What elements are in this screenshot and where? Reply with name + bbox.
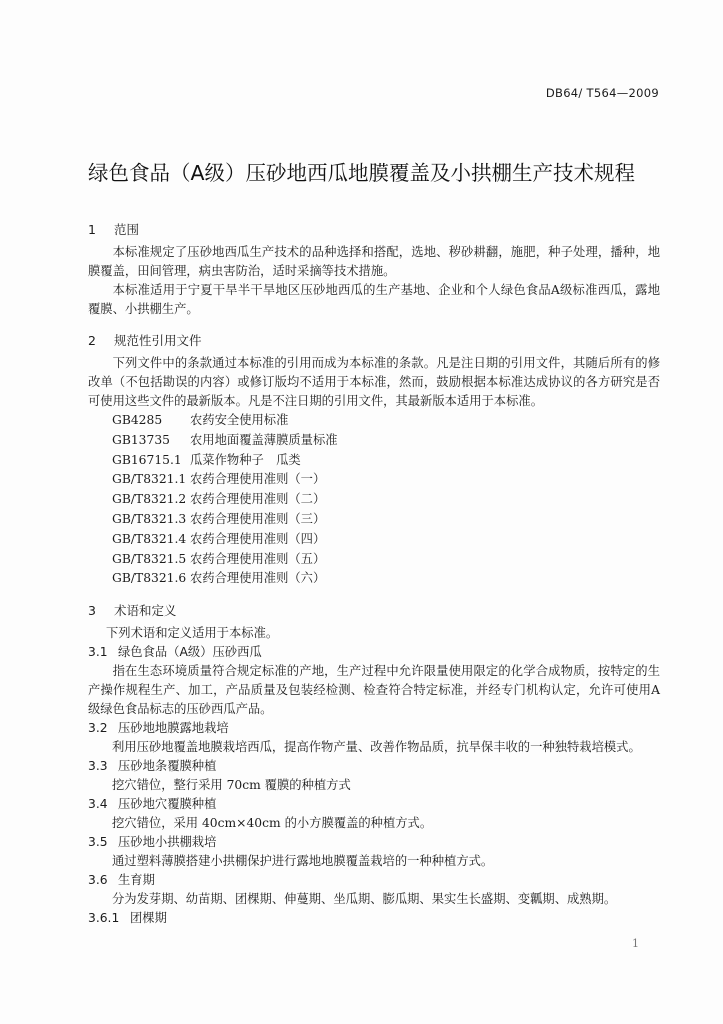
document-title: 绿色食品（A级）压砂地西瓜地膜覆盖及小拱棚生产技术规程: [87, 161, 636, 185]
section-heading: [88, 220, 660, 239]
reference-code: GB/T8321.4: [112, 531, 187, 546]
subsection-title: 压砂地条覆膜种植: [118, 759, 217, 774]
reference-item: [88, 411, 660, 431]
reference-item: [88, 490, 660, 510]
subsection-number: 3.6: [88, 873, 108, 888]
paragraph: 挖穴错位，整行采用 70cm 覆膜的种植方式: [112, 778, 351, 793]
subsection-number: 3.2: [88, 721, 108, 736]
subsection-heading: [88, 795, 660, 814]
subsection-title: 压砂地地膜露地栽培: [118, 721, 229, 736]
subsection-number: 3.3: [88, 759, 108, 774]
section-title: 术语和定义: [114, 603, 177, 619]
paragraph: 下列术语和定义适用于本标准。: [106, 626, 279, 641]
paragraph: 利用压砂地覆盖地膜栽培西瓜，提高作物产量、改善作物品质，抗旱保丰收的一种独特栽培模式。: [112, 740, 641, 755]
reference-code: GB/T8321.5: [112, 551, 187, 566]
subsection-title: 团棵期: [130, 911, 167, 926]
paragraph: 本标准适用于宁夏干旱半干旱地区压砂地西瓜的生产基地、企业和个人绿色食品A级标准西瓜，露地覆膜、小拱棚生产。: [88, 283, 660, 316]
reference-item: [88, 550, 660, 570]
paragraph: 分为发芽期、幼苗期、团棵期、伸蔓期、坐瓜期、膨瓜期、果实生长盛期、变瓤期、成熟期。: [112, 892, 617, 907]
reference-title: 农药合理使用准则（五）: [190, 551, 326, 566]
reference-code: GB/T8321.1: [112, 472, 187, 487]
subsection-number: 3.4: [88, 797, 108, 812]
reference-code: GB4285: [112, 413, 163, 427]
reference-item: [88, 510, 660, 530]
reference-code: GB/T8321.3: [112, 511, 187, 526]
subsection-title: 压砂地小拱棚栽培: [118, 835, 217, 850]
subsection-number: 3.5: [88, 835, 108, 850]
page-number: 1: [632, 937, 639, 950]
reference-item: [88, 451, 660, 471]
section-heading: [88, 331, 660, 350]
reference-title: 农用地面覆盖薄膜质量标准: [190, 432, 338, 447]
document-body: [88, 212, 660, 928]
reference-item: [88, 431, 660, 451]
section-heading: [88, 601, 660, 620]
subsection-heading: [88, 757, 660, 776]
reference-item: [88, 530, 660, 550]
subsection-number: 3.6.1: [88, 911, 120, 926]
subsection-number: 3.1: [88, 645, 108, 660]
reference-title: 瓜菜作物种子 瓜类: [190, 452, 301, 467]
paragraph: 下列文件中的条款通过本标准的引用而成为本标准的条款。凡是注日期的引用文件，其随后所有的修改单（不包括勘误的内容）或修订版均不适用于本标准，然而，鼓励根据本标准达成协议的各方研究是否可使用这些文件的最新版本。凡是不注日期的引用文件，其最新版本适用于本标准。: [88, 356, 660, 408]
subsection-heading: [88, 643, 660, 662]
reference-title: 农药合理使用准则（一）: [190, 472, 326, 487]
document-code: DB64/ T564—2009: [545, 86, 659, 100]
reference-code: GB16715.1: [112, 452, 182, 467]
section-title: 规范性引用文件: [114, 333, 202, 348]
paragraph: 通过塑料薄膜搭建小拱棚保护进行露地地膜覆盖栽培的一种种植方式。: [112, 854, 494, 869]
paragraph: 指在生态环境质量符合规定标准的产地，生产过程中允许限量使用限定的化学合成物质，按特定的生产操作规程生产、加工，产品质量及包装经检测、检查符合特定标准，并经专门机构认定，允许可使用A级绿色食品标志的压砂西瓜产品。: [88, 664, 660, 717]
section-number: 2: [88, 333, 96, 348]
reference-title: 农药合理使用准则（三）: [190, 511, 326, 526]
subsection-title: 生育期: [118, 873, 155, 888]
section-title: 范围: [114, 222, 140, 237]
subsection-heading: [88, 719, 660, 738]
reference-title: 农药合理使用准则（四）: [190, 531, 326, 546]
reference-code: GB13735: [112, 432, 170, 447]
subsection-title: 绿色食品（A级）压砂西瓜: [118, 645, 262, 660]
reference-item: [88, 470, 660, 490]
reference-title: 农药安全使用标准: [190, 413, 289, 427]
paragraph: 本标准规定了压砂地西瓜生产技术的品种选择和搭配，选地、秽砂耕翻，施肥，种子处理，播种，地膜覆盖，田间管理，病虫害防治，适时采摘等技术措施。: [88, 245, 660, 278]
section-number: 1: [88, 222, 96, 237]
subsection-heading: [88, 871, 660, 890]
paragraph: 挖穴错位，采用 40cm×40cm 的小方膜覆盖的种植方式。: [112, 816, 433, 831]
subsection-title: 压砂地穴覆膜种植: [118, 797, 217, 812]
reference-code: GB/T8321.6: [112, 571, 187, 586]
reference-code: GB/T8321.2: [112, 492, 187, 507]
subsection-heading: [88, 909, 660, 928]
section-number: 3: [88, 603, 96, 619]
reference-title: 农药合理使用准则（六）: [190, 571, 326, 586]
subsection-heading: [88, 833, 660, 852]
reference-title: 农药合理使用准则（二）: [190, 492, 326, 507]
reference-item: [88, 569, 660, 589]
